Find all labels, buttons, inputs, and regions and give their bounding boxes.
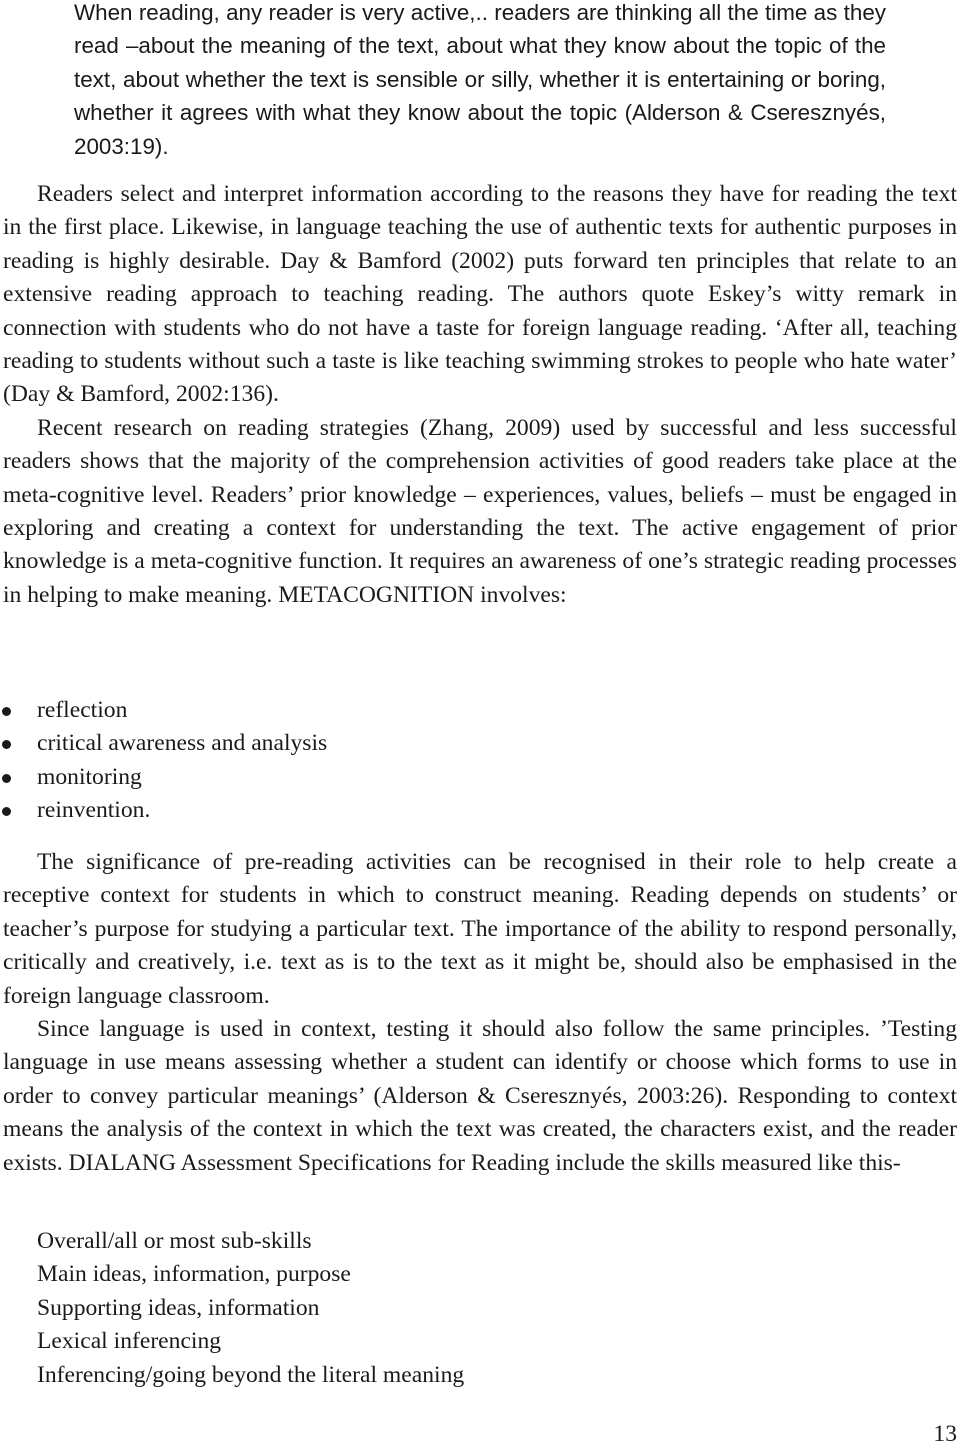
body-section-1 xyxy=(3,178,957,612)
skill-item: Main ideas, information, purpose xyxy=(37,1261,351,1288)
list-item xyxy=(0,794,600,827)
block-quote: When reading, any reader is very active,.. readers are thinking all the time as they read –about the meaning of the text, about what they know about the topic of the text, about whether the text is sensible or silly, whether it is entertaining or boring, whether it agrees with what they know about the topic (Alderson & Cseresznyés, 2003:19). xyxy=(74,0,886,159)
list-item xyxy=(0,694,600,727)
skill-item: Supporting ideas, information xyxy=(37,1294,320,1321)
paragraph: The significance of pre-reading activities can be recognised in their role to help create a receptive context for students in which to construct meaning. Reading depends on students’ or teacher’s purpose for studying a particular text. The importance of the ability to respond personally, critically and creatively, i.e. text as is to the text as it might be, should also be emphasised in the foreign language classroom. xyxy=(3,849,957,1009)
body-section-2 xyxy=(3,846,957,1180)
list-item-label: reflection xyxy=(37,697,128,723)
list-item xyxy=(0,727,600,760)
paragraph: Recent research on reading strategies (Zhang, 2009) used by successful and less successful readers shows that the majority of the comprehension activities of good readers take place at the meta-cognitive level. Readers’ prior knowledge – experiences, values, beliefs – must be engaged in exploring and creating a context for understanding the text. The active engagement of prior knowledge is a meta-cognitive function. It requires an awareness of one’s strategic reading processes in helping to make meaning. METACOGNITION involves: xyxy=(3,414,957,608)
paragraph: Readers select and interpret information according to the reasons they have for reading the text in the first place. Likewise, in language teaching the use of authentic texts for authentic purposes in reading is highly desirable. Day & Bamford (2002) puts forward ten principles that relate to an extensive reading approach to teaching reading. The authors quote Eskey’s witty remark in connection with students who do not have a taste for foreign language reading. ‘After all, teaching reading to students without such a taste is like teaching swimming strokes to people who hate water’ (Day & Bamford, 2002:136). xyxy=(3,181,957,408)
list-item-label: reinvention. xyxy=(37,797,151,824)
skills-list xyxy=(37,1225,464,1392)
bullet-icon xyxy=(2,707,11,716)
bullet-icon xyxy=(2,740,11,749)
skill-item: Overall/all or most sub-skills xyxy=(37,1228,312,1254)
skill-item: Inferencing/going beyond the literal meaning xyxy=(37,1361,465,1388)
skill-item: Lexical inferencing xyxy=(37,1328,222,1355)
page-number: 13 xyxy=(933,1421,957,1447)
metacognition-list xyxy=(0,694,600,828)
bullet-icon xyxy=(2,807,11,816)
list-item xyxy=(0,761,600,794)
bullet-icon xyxy=(2,774,11,783)
paragraph: Since language is used in context, testing it should also follow the same principles. ’Testing language in use means assessing whether a student can identify or choose which forms to use in order to convey particular meanings’ (Alderson & Cseresznyés, 2003:26). Responding to context means the analysis of the context in which the text was created, the characters exist, and the reader exists. DIALANG Assessment Specifications for Reading include the skills measured like this- xyxy=(3,1016,957,1176)
list-item-label: critical awareness and analysis xyxy=(37,730,328,757)
list-item-label: monitoring xyxy=(37,763,142,790)
